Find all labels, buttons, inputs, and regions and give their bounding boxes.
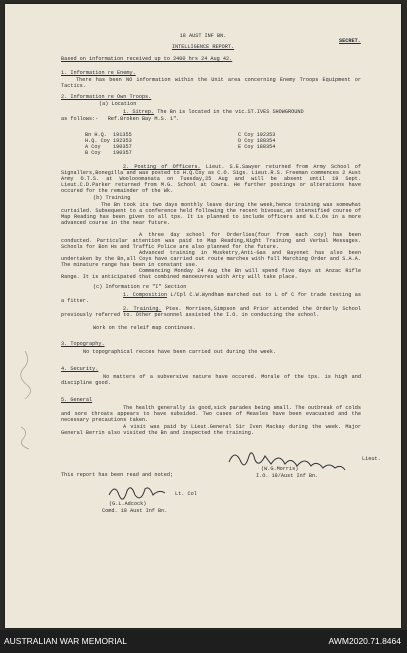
ref-line: as follows:- Ref.Broken Bay M.S. 1". <box>61 116 180 122</box>
archive-footer-bar <box>0 630 407 653</box>
classification-marking: SECRET. <box>339 38 361 44</box>
report-title: INTELLIGENCE REPORT. <box>171 44 235 50</box>
section-5-heading: 5. General <box>61 397 93 403</box>
relief-map-note: Work on the releif map continues. <box>93 325 196 331</box>
section-2b-heading: (b) Training <box>93 195 131 201</box>
training-paragraph-2: A three day school for Orderlies(four from each coy) has been conducted. Particular attention was paid to Map Reading,Night Training and Verbal Messages. Schools for Bon Hs and Traffic Police are also planned for the future. <box>61 232 361 251</box>
composition-text: L/Cpl C.W.Wyndham marched out to L of C for trade testing as a fitter. <box>61 292 361 305</box>
io-rank: Lieut. <box>362 456 381 462</box>
locations-right <box>238 132 275 150</box>
report-basis: Based on information received up to 2400 hrs 24 Aug 42. <box>61 56 233 62</box>
composition-paragraph <box>61 292 361 304</box>
i-section-training-paragraph <box>61 306 361 318</box>
section-2-heading: 2. Information re Own Troops. <box>61 94 152 100</box>
sitrep-text: The Bn is located in the vic.ST.IVES SHOWGROUND <box>157 109 304 115</box>
i-section-training-text: Ptes. Morrison,Simpson and Prior attended the Orderly School previously referred to. Other personnel assisted the I.O. in conducting the school. <box>61 306 362 319</box>
co-signature <box>105 481 175 503</box>
training-paragraph-4: Commencing Monday 24 Aug the Bn will spend five days at Anzac Rifle Range. It is anticipated that combined manoeuvres with Arty will take place. <box>61 268 361 281</box>
sitrep-label: 1. Sitrep. <box>123 109 155 115</box>
location-item: C Coy 192353 <box>238 132 276 138</box>
archive-name: AUSTRALIAN WAR MEMORIAL <box>4 636 127 646</box>
training-paragraph-3: Advanced training in Musketry,Anti-Gas and Bayonet has also been undertaken by the Bn,all Coys have carried out route marches with full Marching Order and S.A.A. The minature range has been in constant use. <box>61 250 361 269</box>
section-4-heading: 4. Security. <box>61 366 99 372</box>
section-4-body: No matters of a subversive nature have occured. Morale of the tps. is high and discipline good. <box>61 374 361 387</box>
sitrep-line <box>123 109 304 115</box>
margin-pencil-marks <box>11 349 41 459</box>
locations-left <box>85 132 132 156</box>
composition-label: 1. Composition <box>123 292 167 298</box>
section-5-body-2: A visit was paid by Lieut.General Sir Iven Mackay during the week. Major General Berrin also visited the Bn and inspected the training. <box>61 424 361 437</box>
postings-paragraph <box>61 164 361 194</box>
io-name: (W.G.Morris) <box>261 466 299 472</box>
section-5-body-1: The health generally is good,sick parades being small. The outbreak of colds and sore throats appears to have subsided. Two cases of Measles have been evacuated and the necessary precautions taken. <box>61 405 361 424</box>
postings-label: 2. Posting of Officers. <box>123 164 201 170</box>
archive-reference: AWM2020.71.8464 <box>328 636 401 646</box>
section-3-body: No topographical recces have been carried out during the week. <box>83 349 277 355</box>
co-rank: Lt. Col <box>175 491 197 497</box>
location-item: Bn H.Q. 191355 <box>85 132 132 138</box>
i-section-training-label: 2. Training. <box>123 306 162 312</box>
section-1-body: There has been NO information within the Unit area concerning Enemy Troops Equipment or Tactics. <box>61 77 361 90</box>
location-item: D Coy 188354 <box>238 138 276 145</box>
section-1-heading: 1. Information re Enemy. <box>61 70 136 76</box>
section-2c-heading: (c) Information re "I" Section <box>93 284 187 290</box>
location-item: H.Q. Coy 192353 <box>85 138 132 145</box>
section-2a-heading: (a) Location <box>99 101 137 107</box>
read-noted-line: This report has been read and noted; <box>61 472 174 478</box>
unit-heading: 18 AUST INF BN. <box>179 33 227 39</box>
section-3-heading: 3. Topography. <box>61 341 105 347</box>
co-name: (G.L.Adcock) <box>109 501 147 507</box>
document-page <box>5 4 401 628</box>
location-item: B Coy 190357 <box>85 150 132 157</box>
io-role: I.O. 18/Aust Inf Bn. <box>256 473 319 479</box>
training-paragraph-1: The Bn took its two days monthly leave during the week,hence training was somewhat curtailed. Subsequent to a conference held following the recent bivouac,an intensified course of Map Reading has been given to all tps. It is planned to include officers and N.C.Os in a more advanced course in the near future. <box>61 202 361 227</box>
co-role: Comd. 18 Aust Inf Bn. <box>102 508 168 514</box>
postings-text: Lieut. S.E.Sawyer returned from Army School of Signallers,Bonegilla and was posted to H.Q.Coy as C.O. Sigs. Lieut.R.S. Freeman commences 2 Aust Army O.T.S. at Woolooomanata on Tuesday,25 Aug and will be absent until 19 Sept. Lieut.C.D.Parker returned from M.G. School at Cowra. He further postings or alterations have occured for the remainder of the Wk. <box>61 164 361 195</box>
location-item: A Coy 190357 <box>85 144 132 151</box>
location-item: E Coy 188354 <box>238 144 276 151</box>
